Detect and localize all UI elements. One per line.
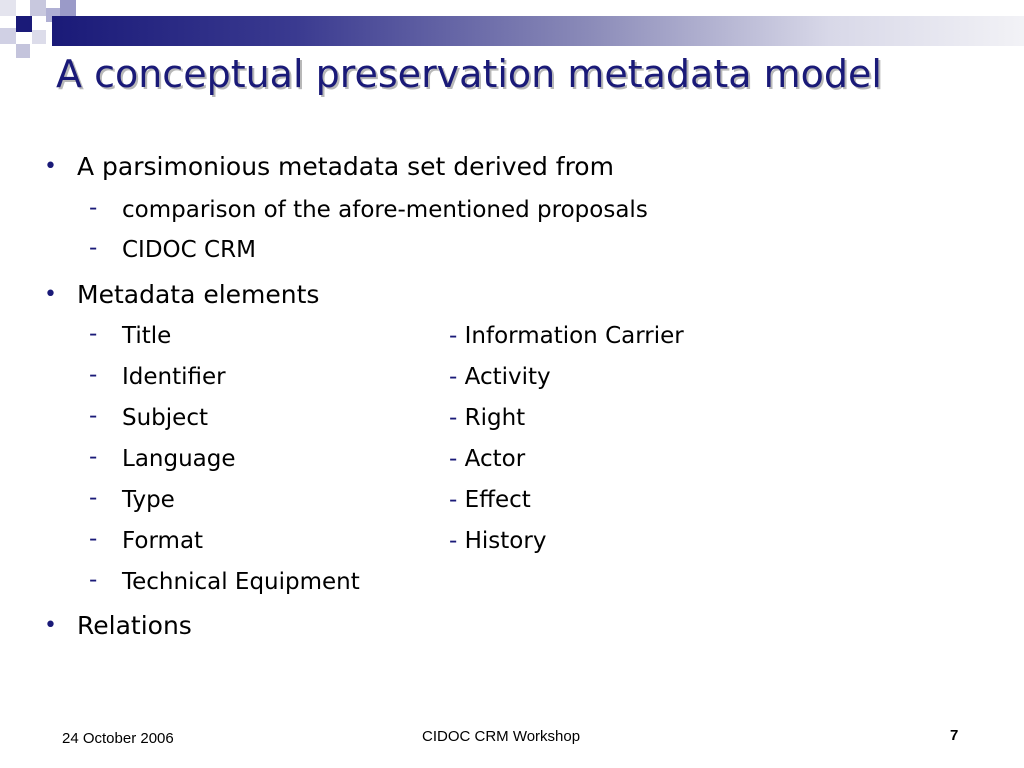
bullet-text: A parsimonious metadata set derived from bbox=[77, 152, 614, 181]
corner-square-light bbox=[30, 0, 46, 16]
corner-square-light bbox=[0, 28, 16, 44]
element-left: Language bbox=[122, 446, 236, 472]
element-right-text: Activity bbox=[464, 364, 551, 390]
element-left: Subject bbox=[122, 405, 208, 431]
sub-marker: - bbox=[89, 195, 98, 221]
bullet-text: Relations bbox=[77, 611, 192, 640]
element-right bbox=[449, 322, 684, 350]
sub-marker: - bbox=[89, 567, 98, 593]
element-left: Technical Equipment bbox=[122, 569, 360, 595]
element-right-text: History bbox=[464, 528, 547, 554]
sub-marker: - bbox=[89, 485, 98, 511]
element-right bbox=[449, 486, 531, 514]
bullet-text: Metadata elements bbox=[77, 280, 320, 309]
corner-square-light bbox=[16, 44, 30, 58]
element-left: Format bbox=[122, 528, 204, 554]
element-left: Identifier bbox=[122, 364, 226, 390]
bullet-marker: • bbox=[44, 282, 57, 307]
bullet-marker: • bbox=[44, 154, 57, 179]
sub-marker: - bbox=[89, 362, 98, 388]
sub-marker: - bbox=[89, 403, 98, 429]
sub-marker: - bbox=[89, 526, 98, 552]
element-right bbox=[449, 445, 525, 473]
right-dash: - bbox=[449, 528, 458, 554]
right-dash: - bbox=[449, 446, 458, 472]
element-left: Type bbox=[122, 487, 175, 513]
element-right-text: Information Carrier bbox=[464, 323, 684, 349]
sub-text: comparison of the afore-mentioned proposals bbox=[122, 197, 648, 223]
right-dash: - bbox=[449, 487, 458, 513]
corner-square-pale bbox=[0, 0, 16, 16]
corner-square-pale bbox=[32, 30, 46, 44]
footer-date: 24 October 2006 bbox=[62, 730, 174, 747]
right-dash: - bbox=[449, 364, 458, 390]
corner-square-mid bbox=[60, 0, 76, 16]
slide-title: A conceptual preservation metadata model bbox=[56, 52, 882, 96]
element-right bbox=[449, 363, 551, 391]
corner-square-dark bbox=[16, 16, 32, 32]
element-left: Title bbox=[122, 323, 172, 349]
sub-marker: - bbox=[89, 444, 98, 470]
element-right-text: Actor bbox=[464, 446, 526, 472]
page-number: 7 bbox=[950, 727, 959, 744]
header-gradient-bar bbox=[52, 16, 1024, 46]
element-right bbox=[449, 527, 546, 555]
sub-text: CIDOC CRM bbox=[122, 237, 256, 263]
bullet-marker: • bbox=[44, 613, 57, 638]
sub-marker: - bbox=[89, 235, 98, 261]
footer-title: CIDOC CRM Workshop bbox=[422, 728, 581, 745]
right-dash: - bbox=[449, 405, 458, 431]
element-right bbox=[449, 404, 525, 432]
element-right-text: Effect bbox=[464, 487, 531, 513]
sub-marker: - bbox=[89, 321, 98, 347]
right-dash: - bbox=[449, 323, 458, 349]
element-right-text: Right bbox=[464, 405, 526, 431]
